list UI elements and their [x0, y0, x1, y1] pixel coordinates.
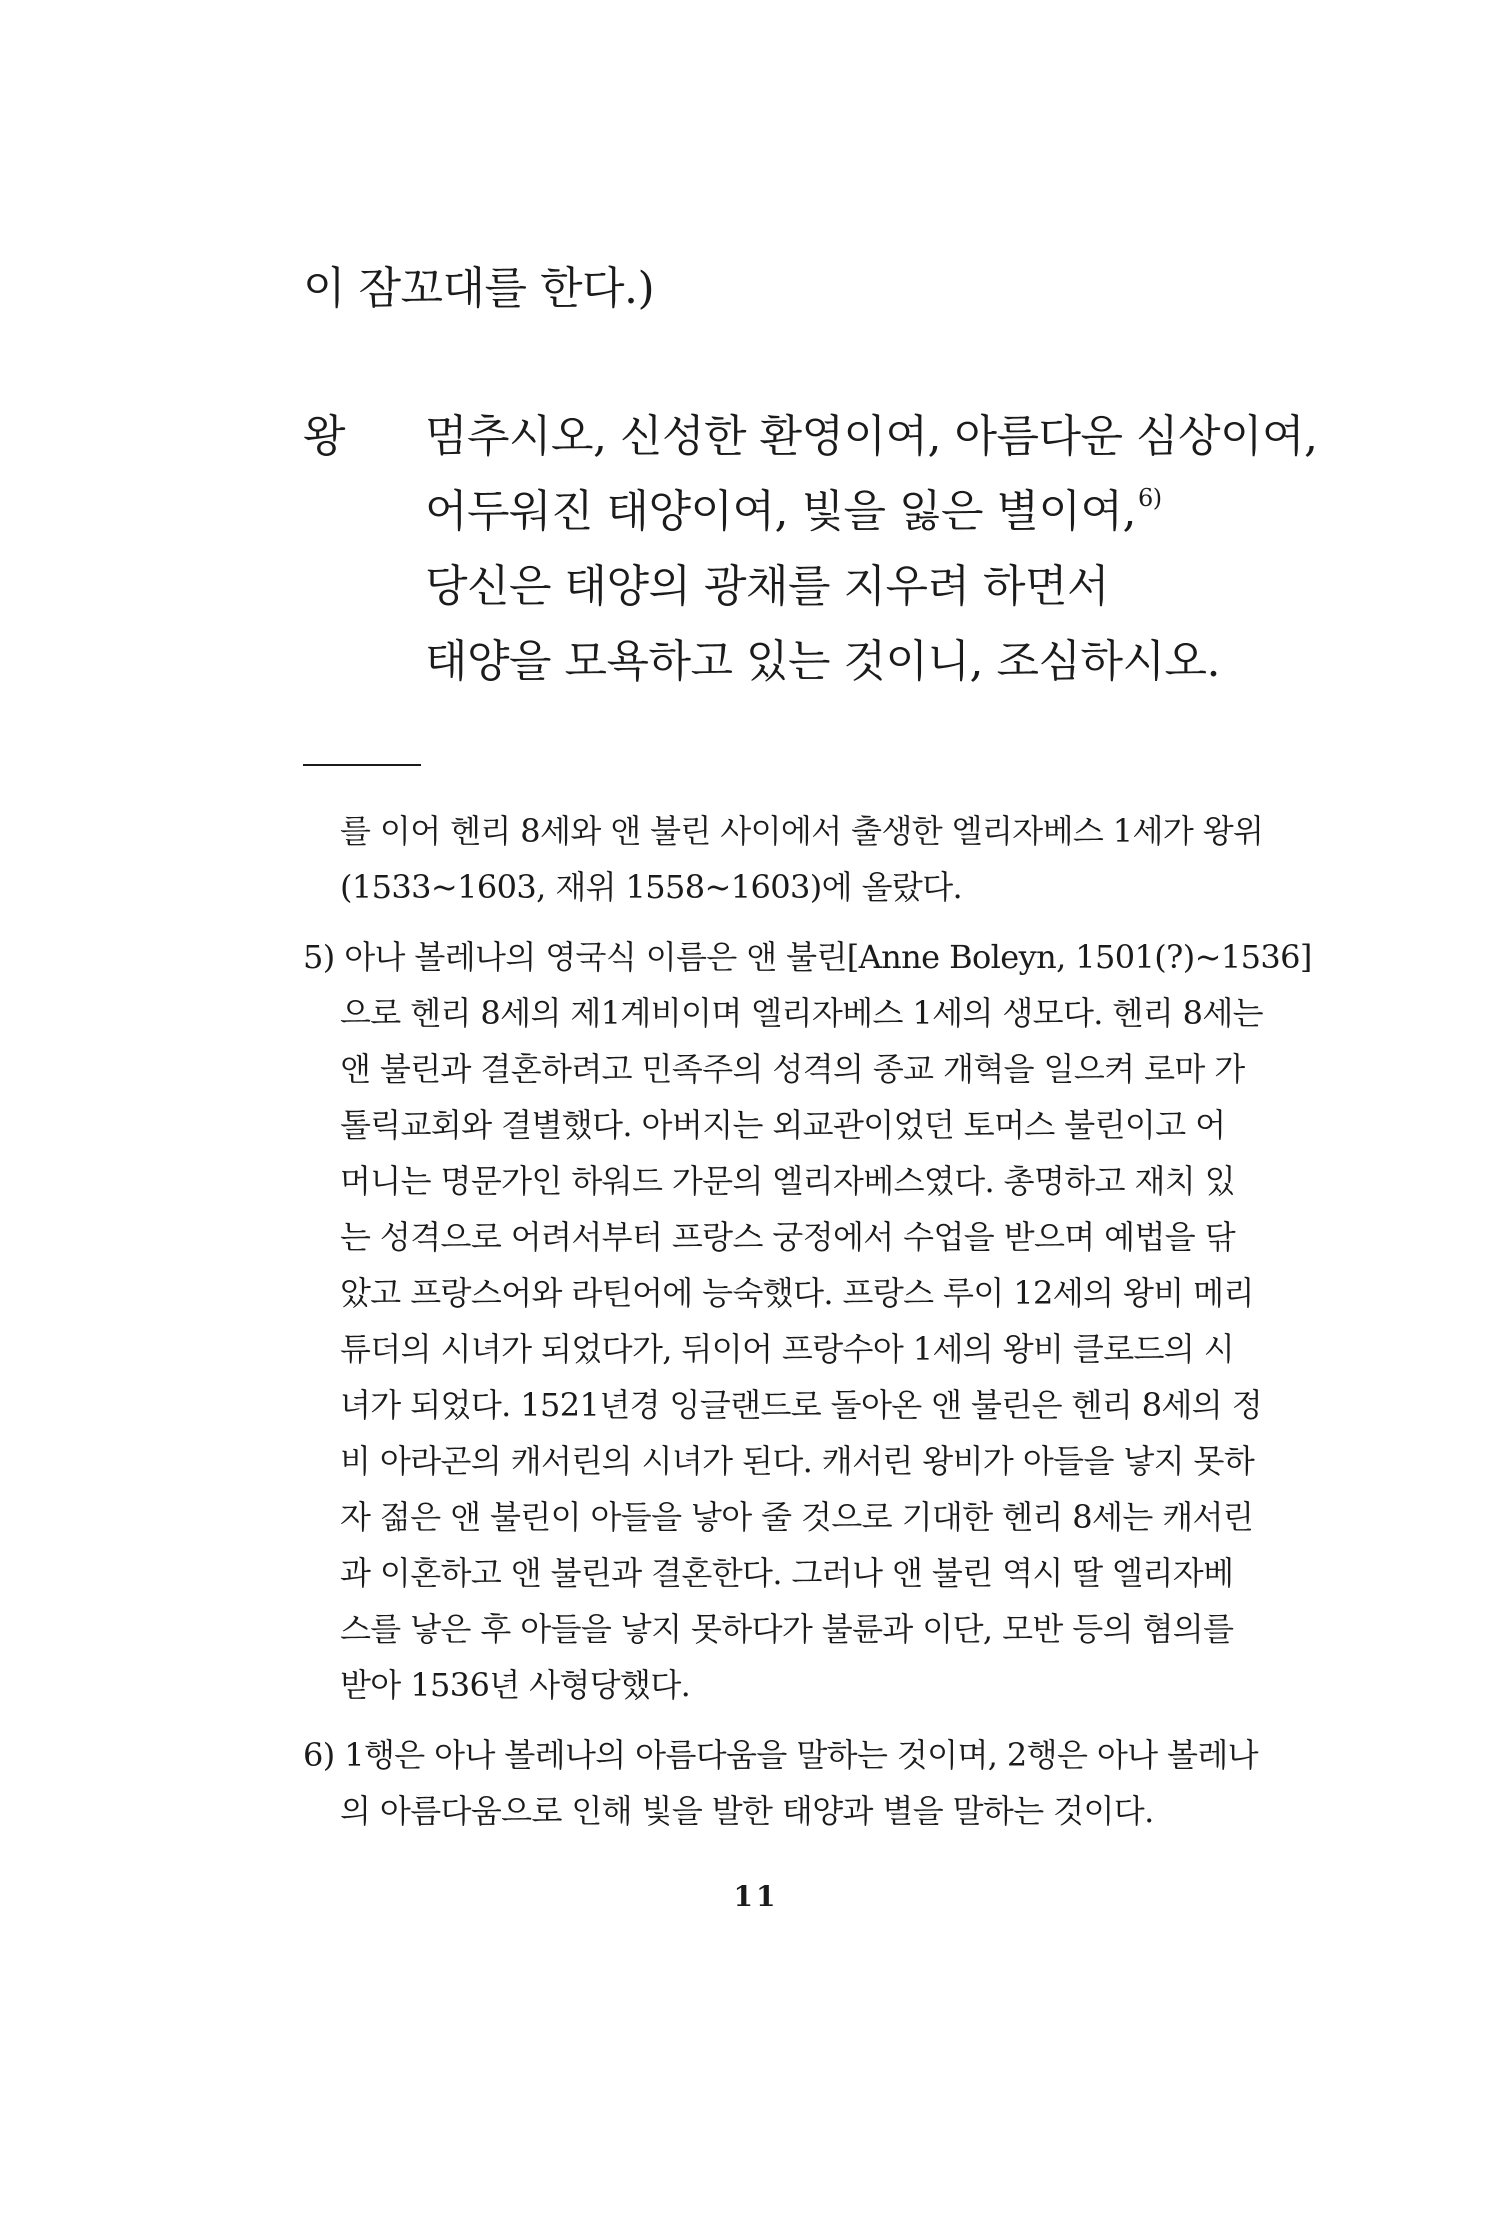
speaker-label: 왕 [303, 411, 346, 462]
verse-line-3: 당신은 태양의 광채를 지우려 하면서 [425, 561, 1110, 612]
footnote-5-line: 으로 헨리 8세의 제1계비이며 엘리자베스 1세의 생모다. 헨리 8세는 [340, 994, 1263, 1032]
footnote-5-line: 앤 불린과 결혼하려고 민족주의 성격의 종교 개혁을 일으켜 로마 가 [340, 1050, 1245, 1088]
footnote-5-line: 과 이혼하고 앤 불린과 결혼한다. 그러나 앤 불린 역시 딸 엘리자베 [340, 1554, 1234, 1592]
page-number: 11 [733, 1880, 779, 1913]
verse-line-2-text: 어두워진 태양이여, 빛을 잃은 별이여, [425, 486, 1136, 537]
stage-direction: 이 잠꼬대를 한다.) [303, 263, 655, 314]
footnote-5-line: 비 아라곤의 캐서린의 시녀가 된다. 캐서린 왕비가 아들을 낳지 못하 [340, 1442, 1255, 1480]
footnote-divider [303, 764, 421, 766]
footnote-5-line: 자 젊은 앤 불린이 아들을 낳아 줄 것으로 기대한 헨리 8세는 캐서린 [340, 1498, 1254, 1536]
footnote-continued-line: 를 이어 헨리 8세와 앤 불린 사이에서 출생한 엘리자베스 1세가 왕위 [340, 812, 1264, 850]
footnote-6-line: 의 아름다움으로 인해 빛을 발한 태양과 별을 말하는 것이다. [340, 1792, 1154, 1830]
footnote-6-line: 6) 1행은 아나 볼레나의 아름다움을 말하는 것이며, 2행은 아나 볼레나 [303, 1736, 1258, 1774]
footnote-5-line: 받아 1536년 사형당했다. [340, 1666, 691, 1704]
verse-line-1: 멈추시오, 신성한 환영이여, 아름다운 심상이여, [425, 411, 1318, 462]
footnote-5-line: 았고 프랑스어와 라틴어에 능숙했다. 프랑스 루이 12세의 왕비 메리 [340, 1274, 1254, 1312]
footnote-continued-line: (1533~1603, 재위 1558~1603)에 올랐다. [340, 868, 963, 906]
footnote-5-line: 톨릭교회와 결별했다. 아버지는 외교관이었던 토머스 불린이고 어 [340, 1106, 1226, 1144]
footnote-5-line: 머니는 명문가인 하워드 가문의 엘리자베스였다. 총명하고 재치 있 [340, 1162, 1236, 1200]
footnote-ref-6[interactable]: 6) [1137, 484, 1162, 512]
verse-line-4: 태양을 모욕하고 있는 것이니, 조심하시오. [425, 636, 1220, 687]
footnote-5-line: 튜더의 시녀가 되었다가, 뒤이어 프랑수아 1세의 왕비 클로드의 시 [340, 1330, 1235, 1368]
footnote-5-line: 는 성격으로 어려서부터 프랑스 궁정에서 수업을 받으며 예법을 닦 [340, 1218, 1236, 1256]
verse-line-2 [425, 475, 1162, 539]
footnote-5-line: 스를 낳은 후 아들을 낳지 못하다가 불륜과 이단, 모반 등의 혐의를 [340, 1610, 1234, 1648]
footnote-5-line: 녀가 되었다. 1521년경 잉글랜드로 돌아온 앤 불린은 헨리 8세의 정 [340, 1386, 1263, 1424]
footnote-5-line: 5) 아나 볼레나의 영국식 이름은 앤 불린[Anne Boleyn, 1501(?)~1536] [303, 938, 1312, 976]
